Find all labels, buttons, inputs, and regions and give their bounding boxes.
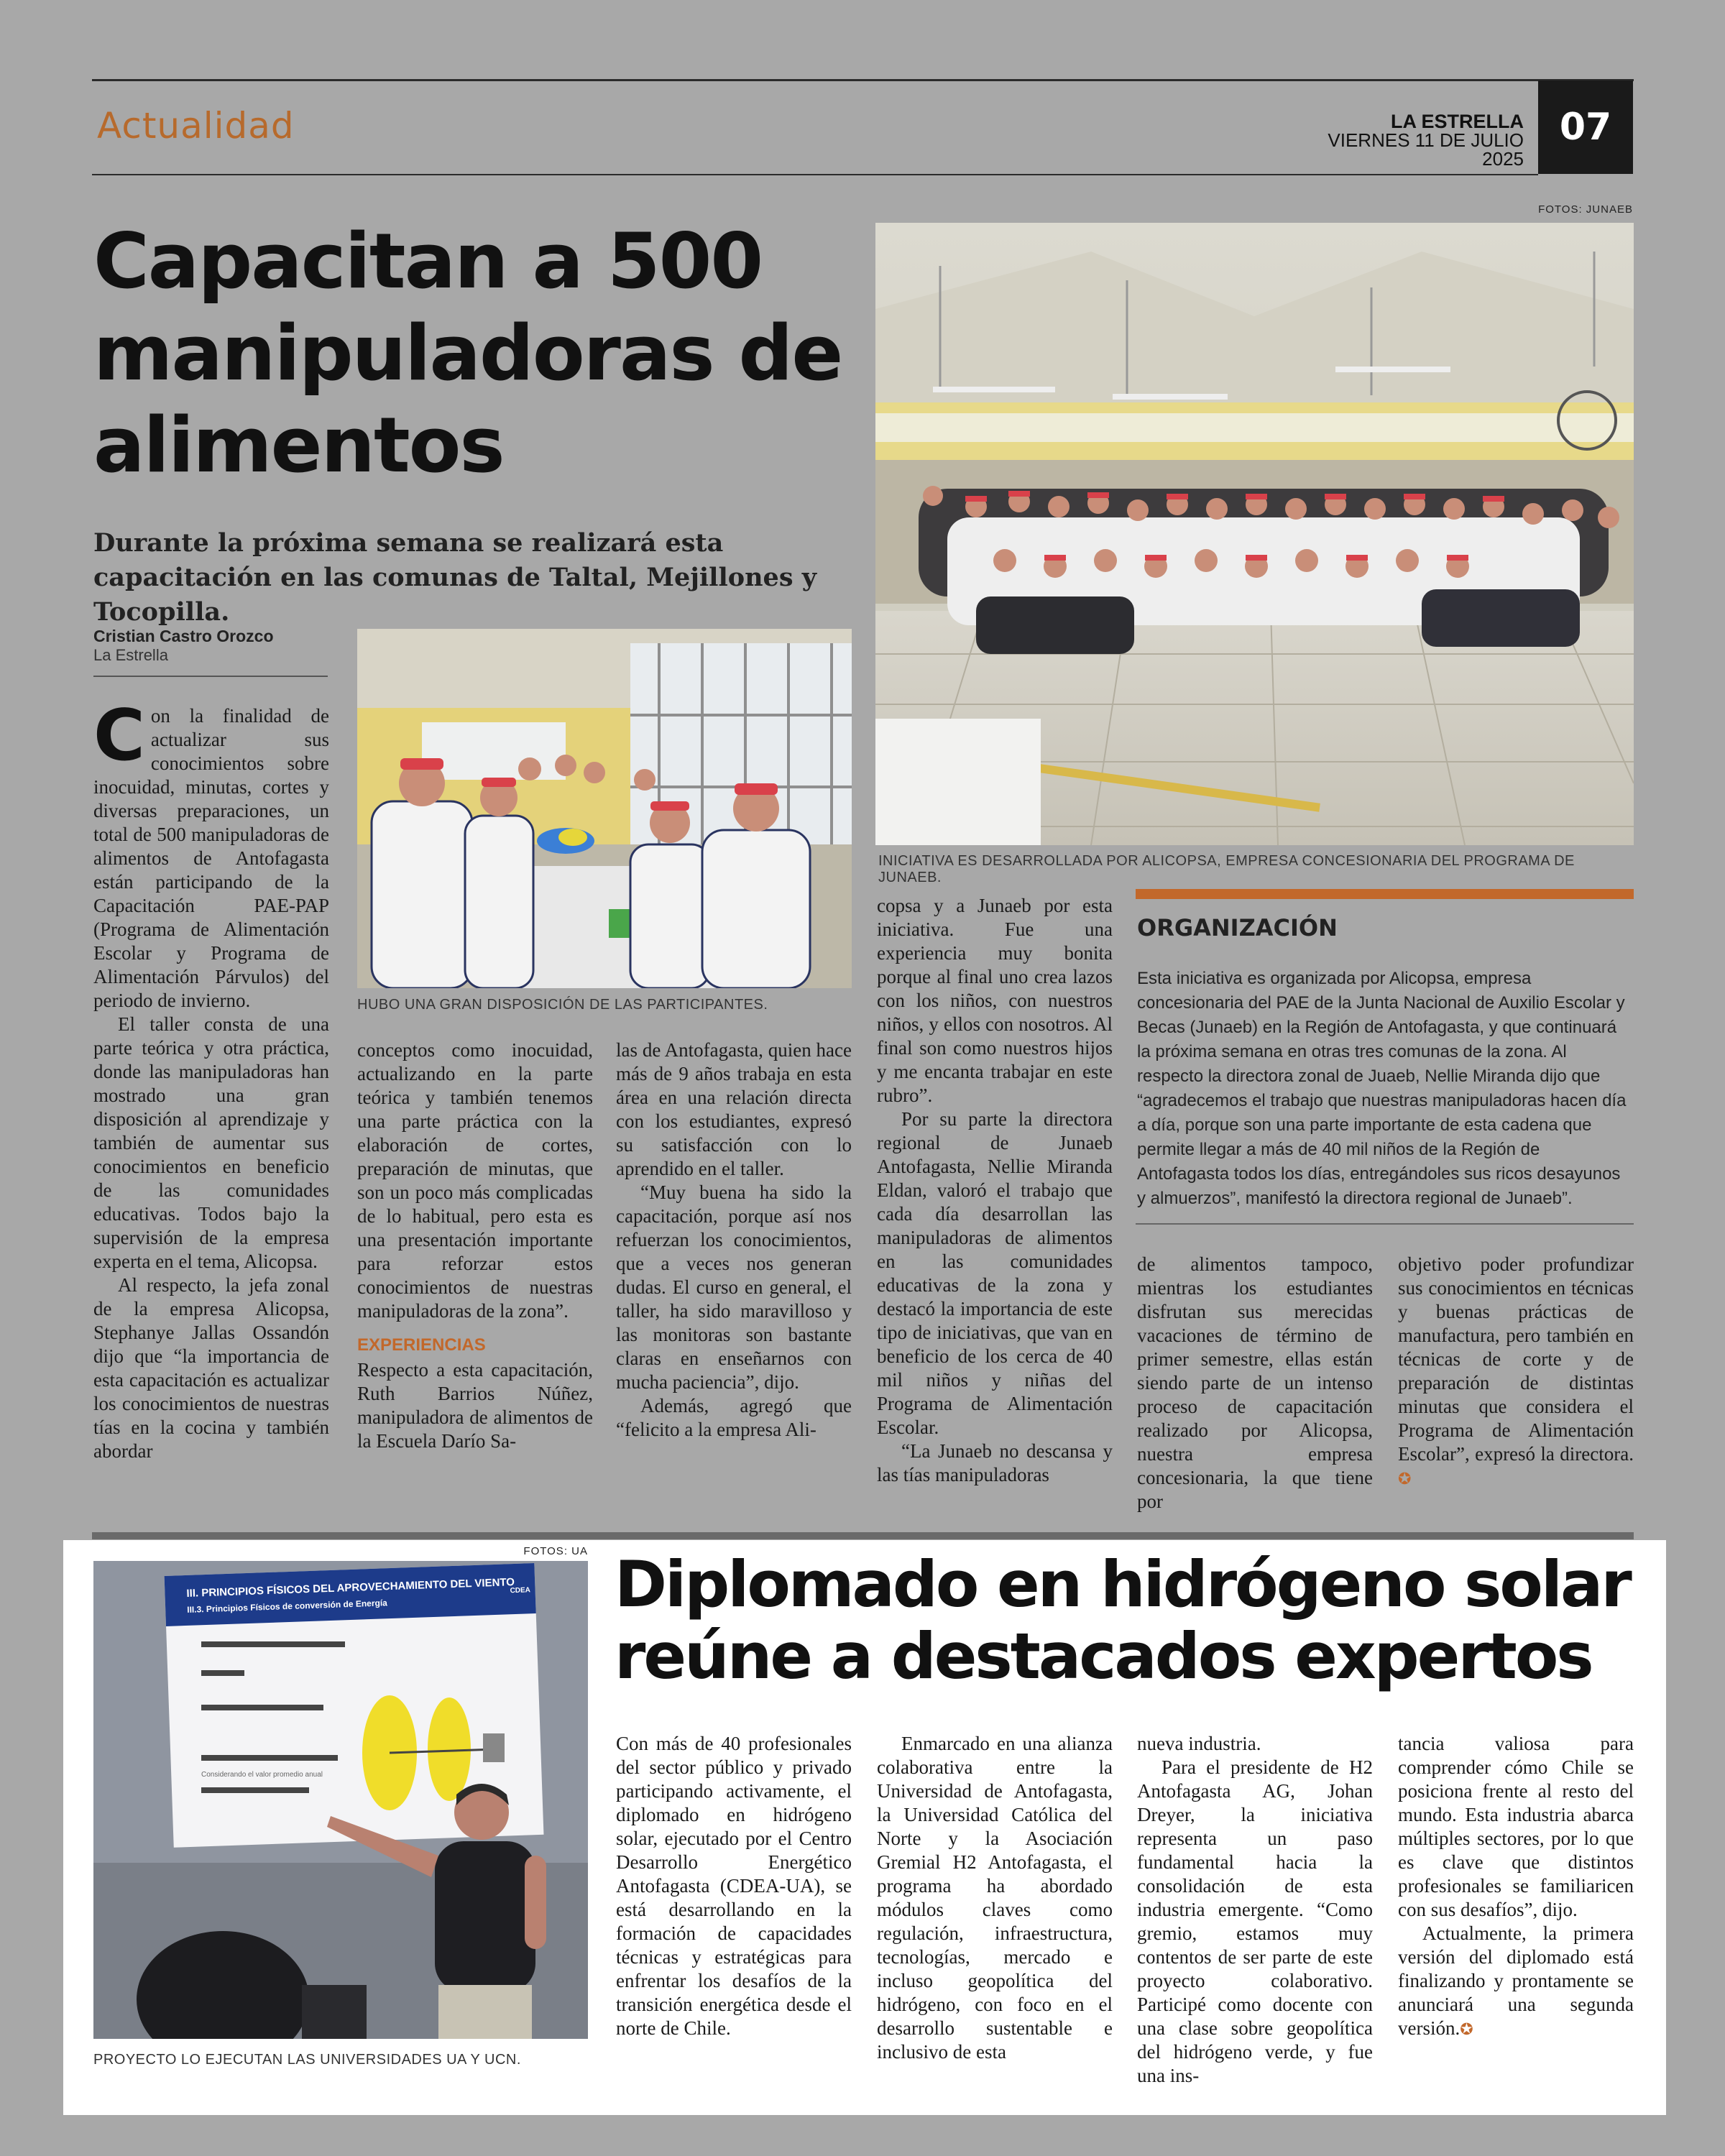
end-mark-icon-2: ✪ [1460, 2021, 1473, 2039]
box-title: ORGANIZACIÓN [1137, 914, 1338, 941]
subhead-experiencias: EXPERIENCIAS [357, 1335, 486, 1355]
box-text: Esta iniciativa es organizada por Alicopsa, empresa concesionaria del PAE de la Junta Nacional de Auxilio Escolar y Becas (Junaeb) en la Región de Antofagasta, y que continuará la próxima semana en otras tres comunas de la zona. Al respecto la directora zonal de Juaeb, Nellie Miranda dijo que “agradecemos el trabajo que nuestras manipuladoras hacen día a día, porque son una parte importante de esta cadena que permite llegar a más de 40 mil niños de la Región de Antofagasta todos los días, entregándoles sus ricos desayunos y almuerzos”, manifestó la directora regional de Junaeb”. [1137, 969, 1627, 1208]
article1-column-2: conceptos como inocuidad, actualizando en la parte teórica y también tenemos una parte práctica con la elaboración de cortes, preparación de minutas, que son un poco más complicadas de lo habitual, pero esta es una presentación importante para reforzar estos conocimientos de nuestras manipuladoras de la zona”. EXPERIENCIAS Respecto a esta capacitación, Ruth Barrios Núñez, manipuladora de alimentos de la Escuela Darío Sa- [357, 1039, 593, 1452]
article2-column-2: Enmarcado en una alianza colaborativa entre la Universidad de Antofagasta, la Universidad Católica del Norte y la Asociación Gremial H2 Antofagasta, el programa ha abordado módulos claves como regulación, infraestructura, tecnologías, mercado e incluso geopolítica del hidrógeno, con foco en el desarrollo sustentable e inclusivo de esta [877, 1733, 1113, 2063]
group-photo-illustration [875, 223, 1634, 845]
lecture-photo-illustration [93, 1561, 588, 2039]
article1-column-6: objetivo poder profundizar sus conocimientos en técnicas y buenas prácticas de manufactura, pero también en técnicas de corte y de preparación de distintas minutas que considera el Programa de Alimentación Escolar”, expresó la directora. ✪ [1398, 1253, 1634, 1488]
byline-rule [93, 676, 328, 677]
slide-title: III. PRINCIPIOS FÍSICOS DEL APROVECHAMIENTO DEL VIENTO [186, 1576, 515, 1600]
dropcap: C [93, 695, 145, 777]
article1-column-4: copsa y a Junaeb por esta iniciativa. Fue una experiencia muy bonita porque al final uno crea lazos con los niños, con nuestros niños, y ellos con nosotros. Al final son como nuestros hijos y me encanta trabajar en este rubro”. Por su parte la directora regional de Junaeb Antofagasta, Nellie Miranda Eldan, valoró el trabajo que cada día desarrollan las manipuladoras de alimentos en las comunidades educativas de la zona y destacó la importancia de este tipo de iniciativas, que van en beneficio de los cerca de 40 mil niños y niñas del Programa de Alimentación Escolar. “La Junaeb no descansa y las tías manipuladoras [877, 895, 1113, 1485]
top-rule [92, 79, 1634, 81]
masthead [1294, 112, 1524, 168]
workshop-photo-illustration [357, 629, 852, 988]
article1-deck: Durante la próxima semana se realizará esta capacitación en las comunas de Taltal, Mejillones y Tocopilla. [93, 528, 817, 627]
small-photo-workshop [357, 629, 852, 988]
main-photo-caption: INICIATIVA ES DESARROLLADA POR ALICOPSA, EMPRESA CONCESIONARIA DEL PROGRAMA DE JUNAEB. [878, 853, 1575, 885]
page-number: 07 [1538, 80, 1633, 174]
article1-column-1: Con la finalidad de actualizar sus conocimientos sobre inocuidad, minutas, cortes y diversas preparaciones, un total de 500 manipuladoras de alimentos de Antofagasta están participando de la Capacitación PAE-PAP (Programa de Alimentación Escolar y Programa de Alimentación Párvulos) del periodo de invierno. El taller consta de una parte teórica y otra práctica, donde las manipuladoras han mostrado una gran disposición al aprendizaje y también de aumentar sus conocimientos en beneficio de las comunidades educativas. Todos bajo la supervisión de la empresa experta en el tema, Alicopsa. Al respecto, la jefa zonal de la empresa Alicopsa, Stephanye Jallas Ossandón dijo que “la importancia de esta capacitación es actualizar los conocimientos de nuestras tías en la cocina y también abordar [93, 695, 329, 1462]
lecture-photo-caption: PROYECTO LO EJECUTAN LAS UNIVERSIDADES UA Y UCN. [93, 2052, 521, 2068]
end-mark-icon: ✪ [1398, 1470, 1412, 1488]
newspaper-name: LA ESTRELLA [1391, 111, 1524, 132]
byline [93, 627, 331, 665]
story-separator [92, 1532, 1634, 1539]
lecture-photo [93, 1561, 588, 2039]
box-top-rule [1136, 889, 1634, 899]
article1-photo-credit: FOTOS: JUNAEB [1538, 203, 1633, 216]
author-name: Cristian Castro Orozco [93, 627, 274, 645]
slide-note: Considerando el valor promedio anual [201, 1771, 323, 1779]
small-photo-caption: HUBO UNA GRAN DISPOSICIÓN DE LAS PARTICIPANTES. [357, 997, 768, 1013]
section-label: Actualidad [97, 105, 295, 147]
author-outlet: La Estrella [93, 646, 168, 664]
article1-column-3: las de Antofagasta, quien hace más de 9 años trabaja en esta área en una relación directa con los estudiantes, expresó su satisfacción con lo aprendido en el taller. “Muy buena ha sido la capacitación, porque así nos refuerzan los conocimientos, que a veces nos generan dudas. El curso en general, el taller, ha sido maravilloso y las monitoras son bastante claras en enseñarnos con mucha paciencia”, dijo. Además, agregó que “felicito a la empresa Ali- [616, 1039, 852, 1440]
article2-column-4: tancia valiosa para comprender cómo Chile se posiciona frente al resto del mundo. Esta industria abarca múltiples sectores, por lo que es clave que distintos profesionales se familiaricen con sus desafíos”, dijo. Actualmente, la primera versión del diplomado está finalizando y prontamente se anunciará una segunda versión.✪ [1398, 1733, 1634, 2039]
article2-column-1: Con más de 40 profesionales del sector público y privado participando activamente, el diplomado en hidrógeno solar, ejecutado por el Centro Desarrollo Energético Antofagasta (CDEA-UA), se está desarrollando en la formación de capacidades técnicas y estratégicas para enfrentar los desafíos de la transición energética desde el norte de Chile. [616, 1733, 852, 2039]
article2-column-3: nueva industria. Para el presidente de H2 Antofagasta AG, Johan Dreyer, la iniciativa representa un paso fundamental hacia la consolidación de esta industria emergente. “Como gremio, estamos muy contentos de ser parte de este proyecto colaborativo. Participé como docente con una clase sobre geopolítica del hidrógeno verde, y fue una ins- [1137, 1733, 1373, 2086]
article1-column-5: de alimentos tampoco, mientras los estudiantes disfrutan sus merecidas vacaciones de término de primer semestre, ellas están siendo parte de un intenso proceso de capacitación realizado por Alicopsa, nuestra empresa concesionaria, la que tiene por [1137, 1253, 1373, 1512]
slide-subtitle: III.3. Principios Físicos de conversión de Energía [187, 1598, 388, 1615]
box-bottom-rule [1136, 1223, 1634, 1225]
issue-date: VIERNES 11 DE JULIO 2025 [1328, 129, 1524, 170]
slide-logo: CDEA [510, 1586, 531, 1595]
article2-photo-credit: FOTOS: UA [523, 1545, 588, 1557]
article2-headline: Diplomado en hidrógeno solar reúne a destacados expertos [615, 1547, 1630, 1693]
header-bottom-rule [92, 174, 1538, 175]
article1-headline: Capacitan a 500 manipuladoras de alimentos [93, 217, 842, 489]
main-photo-group [875, 223, 1634, 845]
